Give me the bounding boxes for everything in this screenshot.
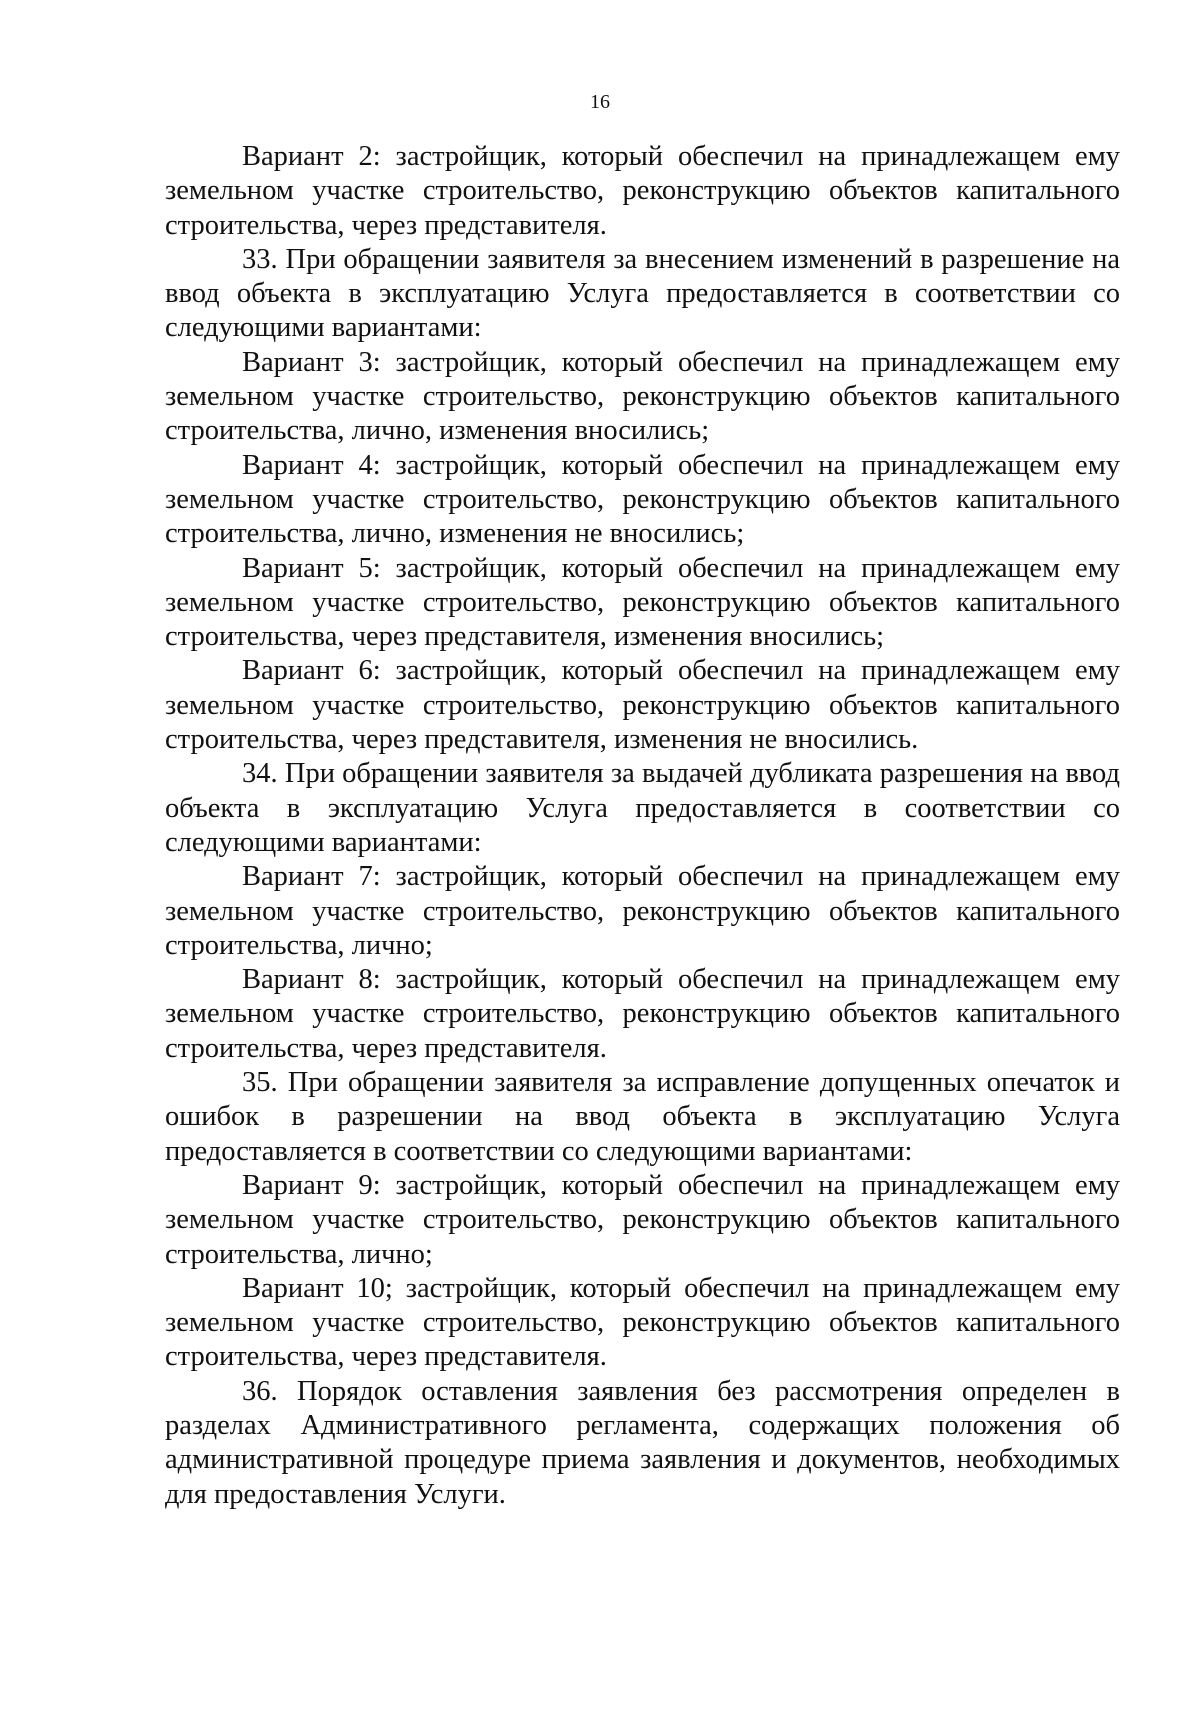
paragraph-variant-7: Вариант 7: застройщик, который обеспечил на принадлежащем ему земельном участке строительство, реконструкцию объектов капитального строительства, лично;	[165, 861, 1120, 961]
page-number: 16	[590, 91, 610, 113]
paragraph-variant-2: Вариант 2: застройщик, который обеспечил на принадлежащем ему земельном участке строительство, реконструкцию объектов капитального строительства, через представителя.	[165, 141, 1120, 241]
paragraph-variant-6: Вариант 6: застройщик, который обеспечил на принадлежащем ему земельном участке строительство, реконструкцию объектов капитального строительства, через представителя, изменения не вносились.	[165, 655, 1120, 756]
paragraph-33: 33. При обращении заявителя за внесением изменений в разрешение на ввод объекта в эксплуатацию Услуга предоставляется в соответствии со следующими вариантами:	[165, 243, 1120, 344]
paragraph-35: 35. При обращении заявителя за исправление допущенных опечаток и ошибок в разрешении на ввод объекта в эксплуатацию Услуга предоставляется в соответствии со следующими вариантами:	[165, 1067, 1120, 1167]
paragraph-variant-4: Вариант 4: застройщик, который обеспечил на принадлежащем ему земельном участке строительство, реконструкцию объектов капитального строительства, лично, изменения не вносились;	[165, 449, 1120, 550]
paragraph-34: 34. При обращении заявителя за выдачей дубликата разрешения на ввод объекта в эксплуатацию Услуга предоставляется в соответствии со следующими вариантами:	[165, 758, 1120, 858]
paragraph-variant-10: Вариант 10; застройщик, который обеспечил на принадлежащем ему земельном участке строительство, реконструкцию объектов капитального строительства, через представителя.	[165, 1272, 1120, 1373]
paragraph-variant-8: Вариант 8: застройщик, который обеспечил на принадлежащем ему земельном участке строительство, реконструкцию объектов капитального строительства, через представителя.	[165, 964, 1120, 1064]
paragraph-variant-5: Вариант 5: застройщик, который обеспечил на принадлежащем ему земельном участке строительство, реконструкцию объектов капитального строительства, через представителя, изменения вносились;	[165, 552, 1120, 653]
paragraph-variant-9: Вариант 9: застройщик, который обеспечил на принадлежащем ему земельном участке строительство, реконструкцию объектов капитального строительства, лично;	[165, 1169, 1120, 1270]
page-body	[165, 140, 1120, 1512]
paragraph-variant-3: Вариант 3: застройщик, который обеспечил на принадлежащем ему земельном участке строительство, реконструкцию объектов капитального строительства, лично, изменения вносились;	[165, 346, 1120, 447]
paragraph-36: 36. Порядок оставления заявления без рассмотрения определен в разделах Административного регламента, содержащих положения об административной процедуре приема заявления и документов, необходимых для предоставления Услуги.	[165, 1375, 1120, 1510]
